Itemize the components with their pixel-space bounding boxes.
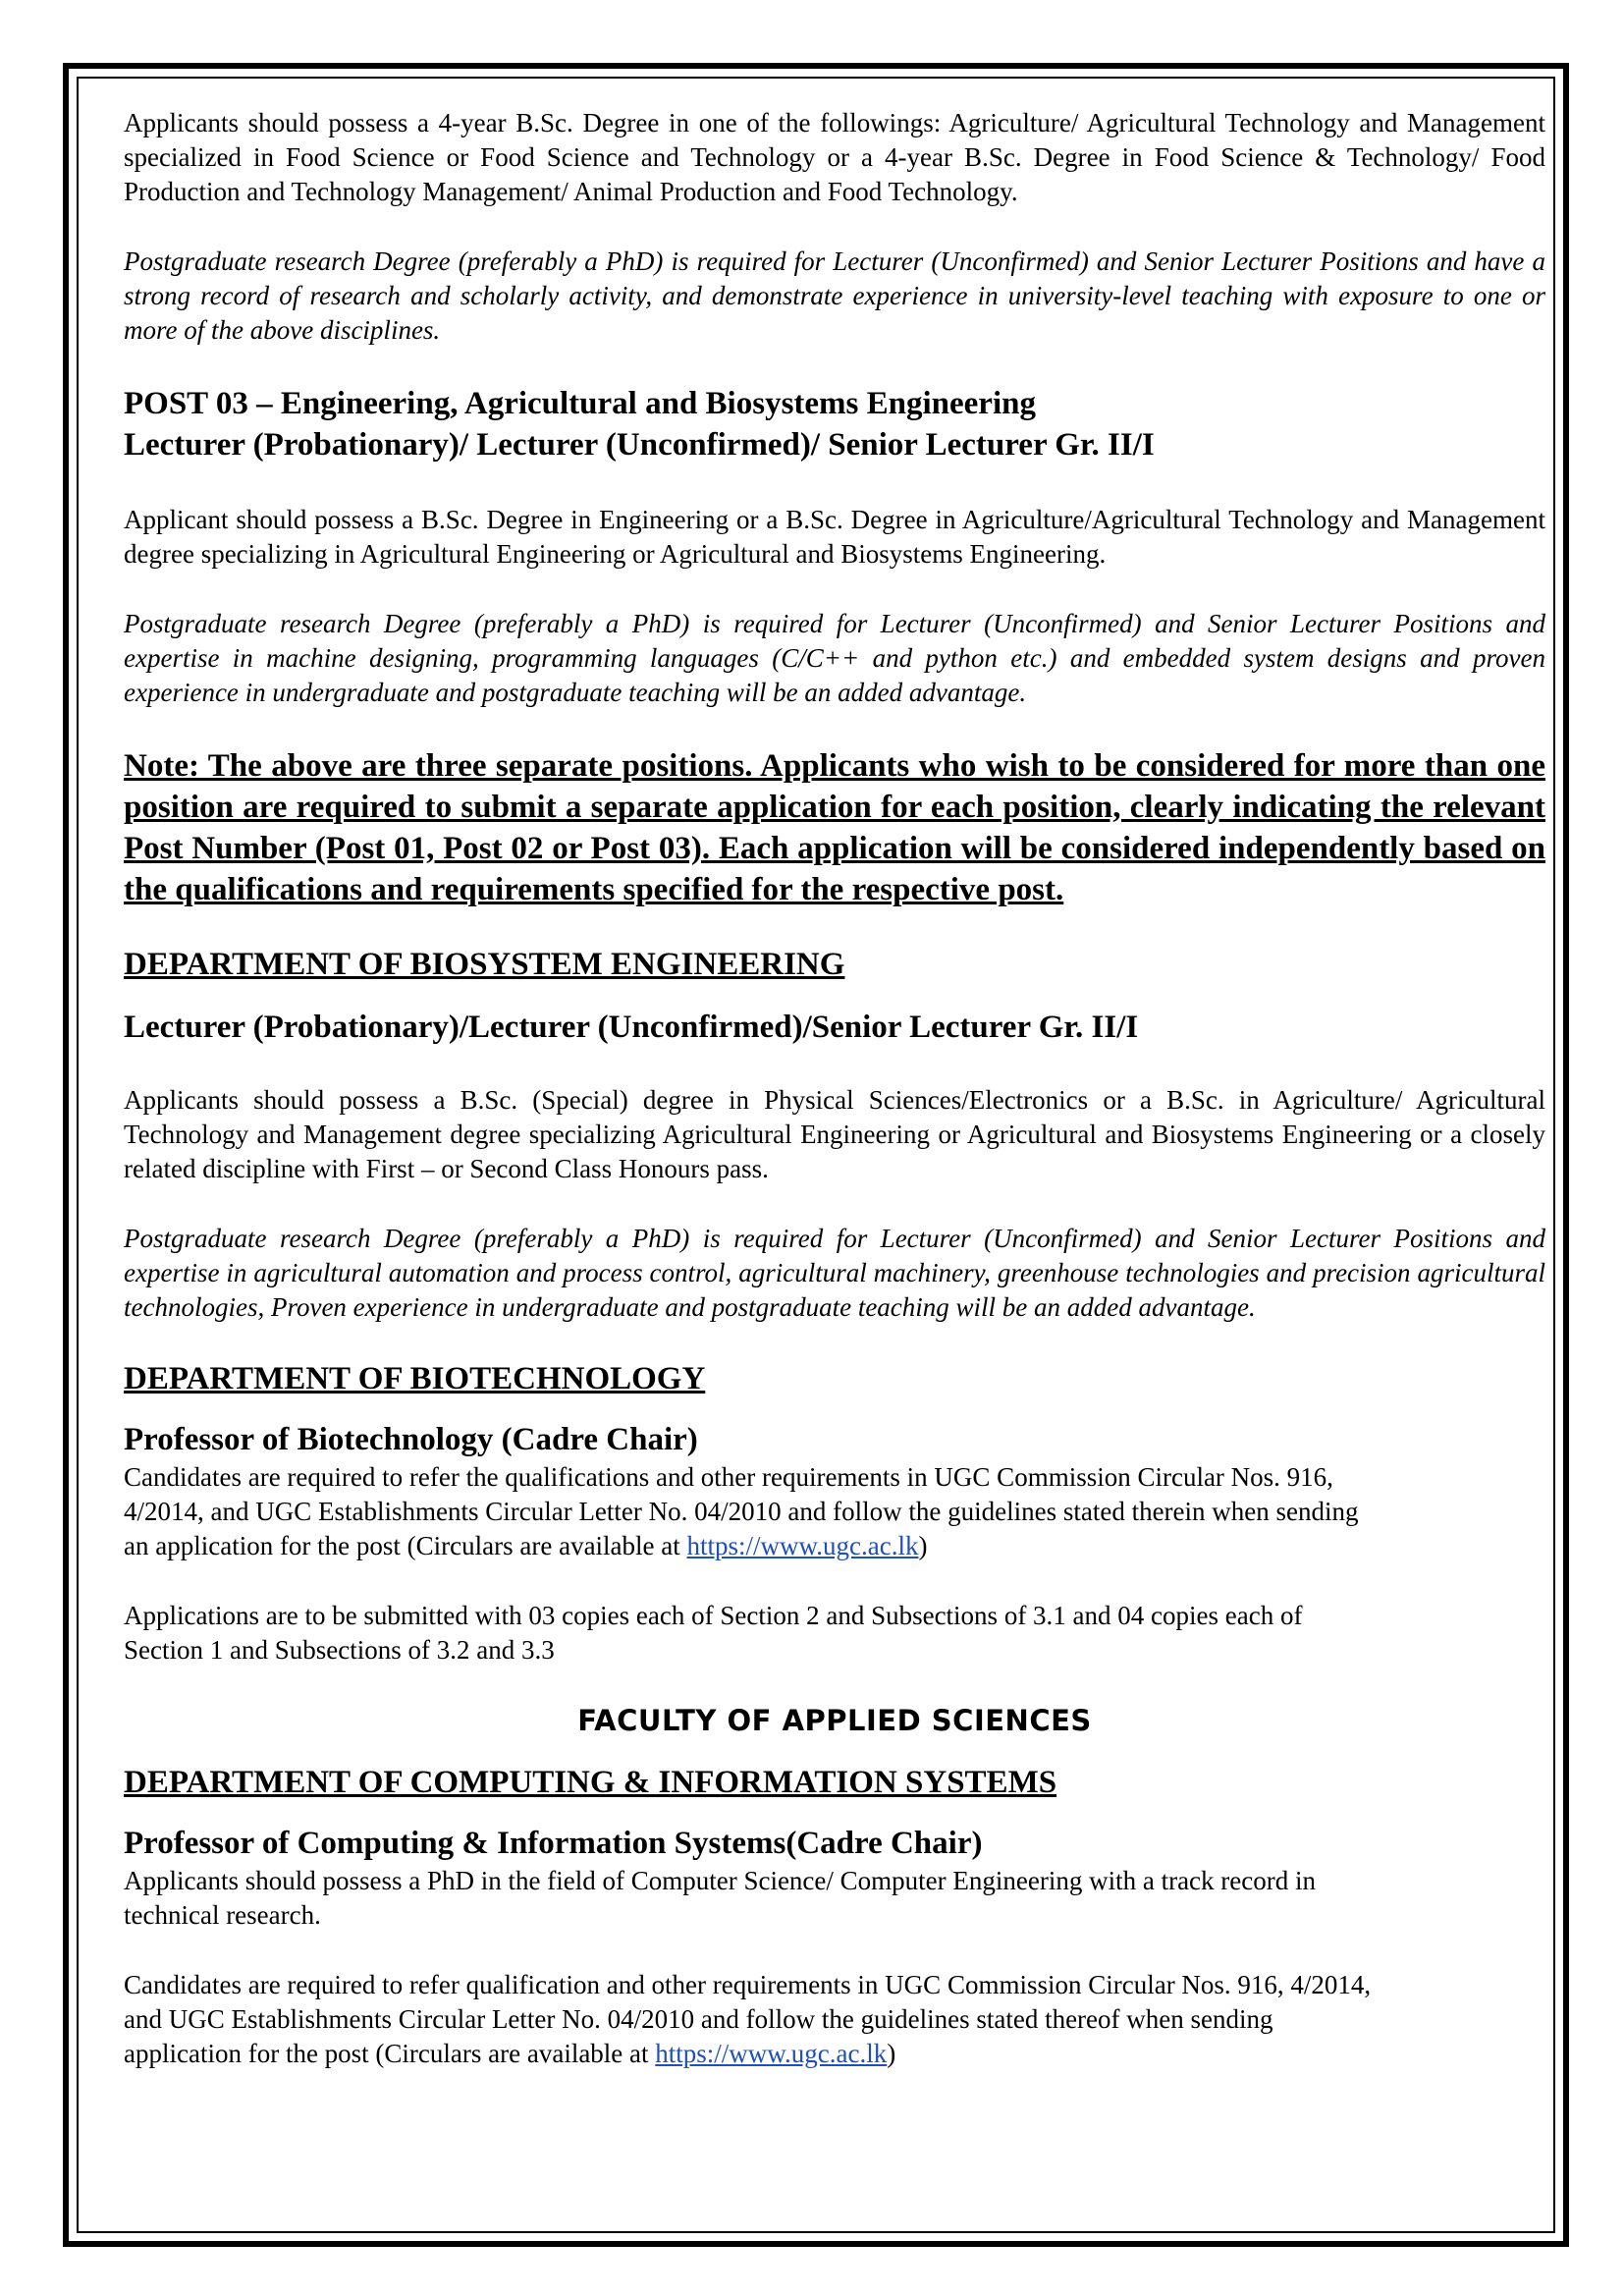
computing-circ-line-3-text: application for the post (Circulars are available at — [124, 2039, 656, 2068]
dept-biosystem-heading: DEPARTMENT OF BIOSYSTEM ENGINEERING — [124, 947, 845, 982]
biosystem-postgraduate: Postgraduate research Degree (preferably a PhD) is required for Lecturer (Unconfirmed) and Senior Lecturer Positions and expertise in agricultural automation and process control, agricultural machinery, greenhouse technologies and precision agricultural technologies, Proven experience in undergraduate and postgraduate teaching will be an added advantage. — [124, 1224, 1545, 1322]
biotech-copies-line-1: Applications are to be submitted with 03 copies each of Section 2 and Subsections of 3.1 and 04 copies each of — [124, 1601, 1303, 1630]
computing-req-line-1: Applicants should possess a PhD in the field of Computer Science/ Computer Engineering with a track record in — [124, 1866, 1316, 1895]
faculty-heading: FACULTY OF APPLIED SCIENCES — [577, 1704, 1092, 1737]
biosystem-requirements: Applicants should possess a B.Sc. (Special) degree in Physical Sciences/Electronics or a B.Sc. in Agriculture/ Agricultural Technology and Management degree specializing Agricultural Engineering or Agricultural and Biosystems Engineering or a closely related discipline with First – or Second Class Honours pass. — [124, 1085, 1545, 1183]
computing-circ-line-2: and UGC Establishments Circular Letter No. 04/2010 and follow the guidelines stated thereof when sending — [124, 2004, 1273, 2034]
computing-circ-line-3-close: ) — [887, 2039, 896, 2068]
computing-circ-line-1: Candidates are required to refer qualification and other requirements in UGC Commission Circular Nos. 916, 4/2014, — [124, 1970, 1372, 1999]
dept-biotech-heading: DEPARTMENT OF BIOTECHNOLOGY — [124, 1361, 706, 1396]
biosystem-position: Lecturer (Probationary)/Lecturer (Unconfirmed)/Senior Lecturer Gr. II/I — [124, 1010, 1139, 1045]
biotech-position: Professor of Biotechnology (Cadre Chair) — [124, 1422, 698, 1457]
dept-computing-heading: DEPARTMENT OF COMPUTING & INFORMATION SYSTEMS — [124, 1765, 1057, 1800]
biotech-line-1: Candidates are required to refer the qualifications and other requirements in UGC Commission Circular Nos. 916, — [124, 1462, 1333, 1492]
ugc-link[interactable]: https://www.ugc.ac.lk — [655, 2039, 888, 2068]
ugc-link[interactable]: https://www.ugc.ac.lk — [686, 1531, 919, 1560]
biotech-copies-line-2: Section 1 and Subsections of 3.2 and 3.3 — [124, 1635, 555, 1665]
biotech-line-3-close: ) — [918, 1531, 928, 1560]
intro-paragraph-degree: Applicants should possess a 4-year B.Sc. Degree in one of the followings: Agriculture/ Agricultural Technology and Management specialized in Food Science or Food Science and Technology or a 4-year B.Sc. Degree in Food Science & Technology/ Food Production and Technology Management/ Animal Production and Food Technology. — [124, 108, 1545, 206]
intro-paragraph-postgraduate: Postgraduate research Degree (preferably a PhD) is required for Lecturer (Unconfirmed) and Senior Lecturer Positions and have a strong record of research and scholarly activity, and demonstrate experience in university-level teaching with exposure to one or more of the above disciplines. — [124, 246, 1545, 345]
computing-circ-line-3 — [124, 2037, 1545, 2071]
post03-title: POST 03 – Engineering, Agricultural and Biosystems Engineering — [124, 386, 1036, 421]
biotech-line-3-text: an application for the post (Circulars are available at — [124, 1531, 687, 1560]
post03-postgraduate: Postgraduate research Degree (preferably a PhD) is required for Lecturer (Unconfirmed) and Senior Lecturer Positions and expertise in machine designing, programming languages (C/C++ and python etc.) and embedded system designs and proven experience in undergraduate and postgraduate teaching will be an added advantage. — [124, 609, 1545, 707]
biotech-line-3 — [124, 1529, 1545, 1563]
document-body — [124, 106, 1545, 2071]
computing-req-line-2: technical research. — [124, 1900, 321, 1930]
note-paragraph: Note: The above are three separate positions. Applicants who wish to be considered for more than one position are required to submit a separate application for each position, clearly indicating the relevant Post Number (Post 01, Post 02 or Post 03). Each application will be considered independently based on the qualifications and requirements specified for the respective post. — [124, 748, 1545, 907]
post03-requirements: Applicant should possess a B.Sc. Degree in Engineering or a B.Sc. Degree in Agriculture/Agricultural Technology and Management degree specializing in Agricultural Engineering or Agricultural and Biosystems Engineering. — [124, 505, 1545, 569]
computing-position: Professor of Computing & Information Systems(Cadre Chair) — [124, 1826, 983, 1861]
biotech-line-2: 4/2014, and UGC Establishments Circular Letter No. 04/2010 and follow the guidelines stated therein when sending — [124, 1497, 1359, 1526]
post03-subtitle: Lecturer (Probationary)/ Lecturer (Unconfirmed)/ Senior Lecturer Gr. II/I — [124, 427, 1155, 463]
